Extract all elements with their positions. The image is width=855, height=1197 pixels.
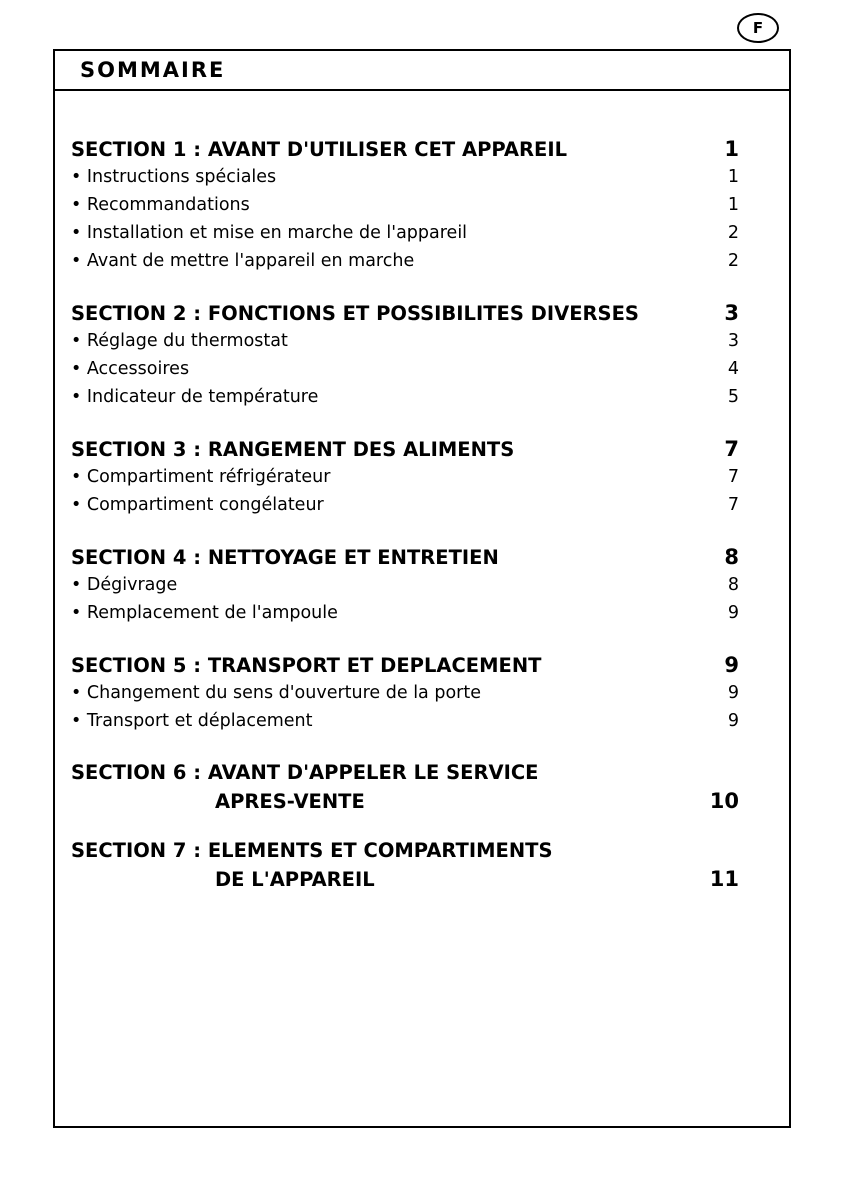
page-number: 3	[727, 331, 739, 351]
section-heading[interactable]	[71, 437, 739, 467]
section-heading-line	[71, 867, 739, 895]
section-title-continued: APRES-VENTE	[215, 790, 365, 813]
section-title: SECTION 2 : FONCTIONS ET POSSIBILITES DIVERSES	[71, 302, 639, 325]
item-label: • Avant de mettre l'appareil en marche	[71, 251, 415, 271]
page-number: 10	[709, 789, 739, 813]
section-heading-line	[71, 839, 739, 867]
toc-section-3	[71, 437, 739, 523]
section-title: SECTION 7 : ELEMENTS ET COMPARTIMENTS	[71, 839, 553, 862]
page-number: 7	[727, 495, 739, 515]
item-label: • Installation et mise en marche de l'appareil	[71, 223, 468, 243]
section-heading-line	[71, 761, 739, 789]
item-label: • Accessoires	[71, 359, 190, 379]
toc-item[interactable]	[71, 223, 739, 251]
toc-item[interactable]	[71, 711, 739, 739]
section-title-continued: DE L'APPAREIL	[215, 868, 375, 891]
page-number: 9	[727, 711, 739, 731]
page-number: 5	[727, 387, 739, 407]
section-title: SECTION 1 : AVANT D'UTILISER CET APPAREIL	[71, 138, 568, 161]
table-of-contents	[71, 137, 739, 917]
item-label: • Instructions spéciales	[71, 167, 277, 187]
toc-item[interactable]	[71, 603, 739, 631]
page-number: 1	[727, 195, 739, 215]
page-number: 9	[727, 683, 739, 703]
toc-item[interactable]	[71, 467, 739, 495]
page-number: 1	[724, 137, 739, 161]
section-heading[interactable]	[71, 545, 739, 575]
page-number: 11	[709, 867, 739, 891]
toc-item[interactable]	[71, 331, 739, 359]
toc-item[interactable]	[71, 683, 739, 711]
page-title: SOMMAIRE	[80, 58, 226, 82]
item-label: • Dégivrage	[71, 575, 178, 595]
section-title: SECTION 3 : RANGEMENT DES ALIMENTS	[71, 438, 515, 461]
item-label: • Recommandations	[71, 195, 250, 215]
toc-item[interactable]	[71, 251, 739, 279]
page-number: 2	[727, 251, 739, 271]
toc-item[interactable]	[71, 195, 739, 223]
item-label: • Transport et déplacement	[71, 711, 313, 731]
section-title: SECTION 4 : NETTOYAGE ET ENTRETIEN	[71, 546, 499, 569]
toc-item[interactable]	[71, 167, 739, 195]
page-number: 9	[727, 603, 739, 623]
toc-item[interactable]	[71, 575, 739, 603]
item-label: • Indicateur de température	[71, 387, 319, 407]
toc-section-1	[71, 137, 739, 279]
page-number: 8	[727, 575, 739, 595]
page-number: 8	[724, 545, 739, 569]
item-label: • Remplacement de l'ampoule	[71, 603, 338, 623]
toc-section-4	[71, 545, 739, 631]
page-number: 9	[724, 653, 739, 677]
title-bar	[55, 51, 789, 91]
section-heading[interactable]	[71, 653, 739, 683]
toc-item[interactable]	[71, 387, 739, 415]
contents-frame	[53, 49, 791, 1128]
item-label: • Compartiment réfrigérateur	[71, 467, 331, 487]
page-number: 7	[724, 437, 739, 461]
item-label: • Compartiment congélateur	[71, 495, 324, 515]
section-heading[interactable]	[71, 137, 739, 167]
toc-item[interactable]	[71, 359, 739, 387]
toc-section-7[interactable]	[71, 839, 739, 895]
section-title: SECTION 6 : AVANT D'APPELER LE SERVICE	[71, 761, 539, 784]
page-number: 7	[727, 467, 739, 487]
toc-item[interactable]	[71, 495, 739, 523]
page-number: 3	[724, 301, 739, 325]
page-number: 4	[727, 359, 739, 379]
page-number: 2	[727, 223, 739, 243]
toc-section-6[interactable]	[71, 761, 739, 817]
toc-section-5	[71, 653, 739, 739]
toc-section-2	[71, 301, 739, 415]
language-badge: F	[737, 13, 779, 43]
item-label: • Changement du sens d'ouverture de la porte	[71, 683, 481, 703]
item-label: • Réglage du thermostat	[71, 331, 288, 351]
section-heading[interactable]	[71, 301, 739, 331]
section-heading-line	[71, 789, 739, 817]
section-title: SECTION 5 : TRANSPORT ET DEPLACEMENT	[71, 654, 542, 677]
page-number: 1	[727, 167, 739, 187]
